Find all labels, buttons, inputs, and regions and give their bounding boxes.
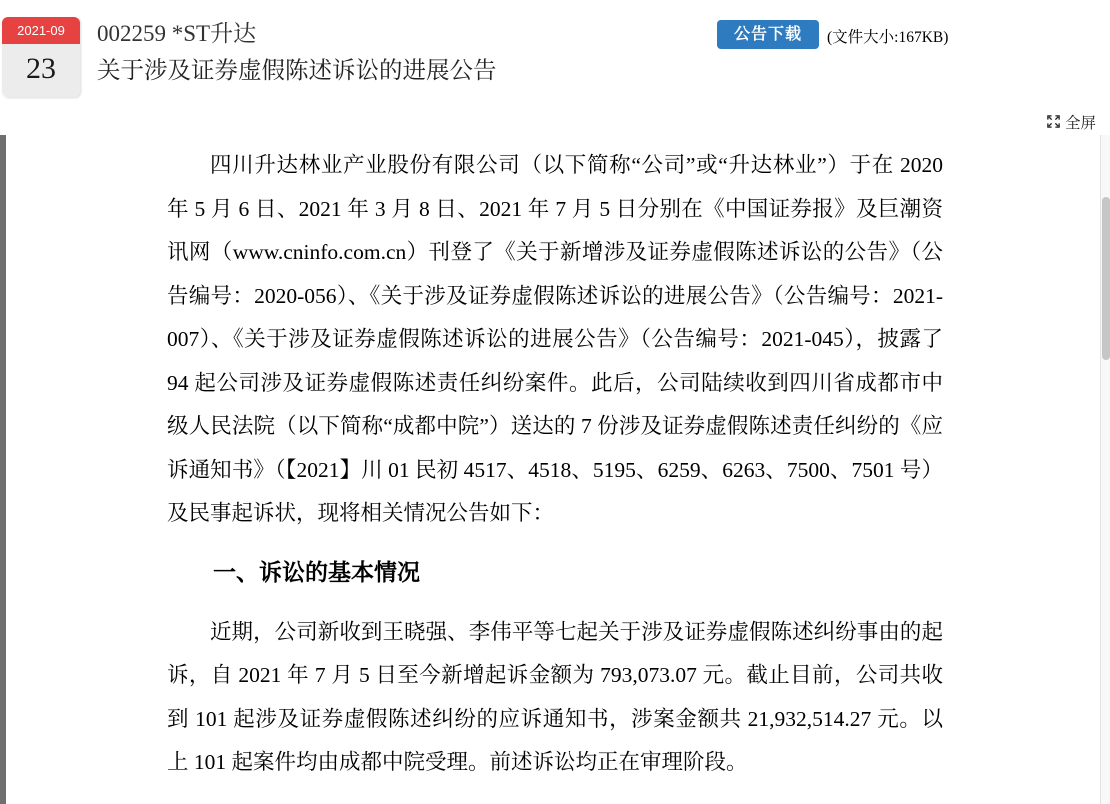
fullscreen-button[interactable]: [1046, 111, 1096, 132]
stock-code-title: 002259 *ST升达: [97, 21, 257, 46]
scrollbar-thumb[interactable]: [1102, 197, 1110, 360]
date-badge: [2, 17, 80, 97]
document-paragraph: 近期，公司新收到王晓强、李伟平等七起关于涉及证券虚假陈述纠纷事由的起诉，自 2021 年 7 月 5 日至今新增起诉金额为 793,073.07 元。截止目前，公司共收到 101 起涉及证券虚假陈述纠纷的应诉通知书，涉案金额共 21,932,514.27 元。以上 101 起案件均由成都中院受理。前述诉讼均正在审理阶段。: [167, 619, 943, 774]
announcement-title: 关于涉及证券虚假陈述诉讼的进展公告: [97, 58, 497, 84]
document-paragraph: 四川升达林业产业股份有限公司（以下简称“公司”或“升达林业”）于在 2020 年 5 月 6 日、2021 年 3 月 8 日、2021 年 7 月 5 日分别在《中国证券报》及巨潮资讯网（www.cninfo.com.cn）刊登了《关于新增涉及证券虚假陈述诉讼的公告》（公告编号：2020-056）、《关于涉及证券虚假陈述诉讼的进展公告》（公告编号：2021-007）、《关于涉及证券虚假陈述诉讼的进展公告》（公告编号：2021-045），披露了 94 起公司涉及证券虚假陈述责任纠纷案件。此后，公司陆续收到四川省成都市中级人民法院（以下简称“成都中院”）送达的 7 份涉及证券虚假陈述责任纠纷的《应诉通知书》（【2021】川 01 民初 4517、4518、5195、6259、6263、7500、7501 号）及民事起诉状，现将相关情况公告如下：: [167, 153, 943, 525]
section-heading: 一、诉讼的基本情况: [213, 559, 420, 585]
viewer-left-edge: [0, 135, 6, 804]
vertical-scrollbar[interactable]: [1100, 135, 1110, 804]
title-block: [97, 21, 497, 86]
date-badge-day: 23: [2, 44, 80, 97]
file-size-label: (文件大小:167KB): [827, 29, 949, 46]
fullscreen-label: 全屏: [1064, 114, 1096, 132]
document-page: [167, 135, 943, 785]
download-announcement-button[interactable]: 公告下载: [717, 20, 819, 49]
date-badge-month: 2021-09: [2, 17, 80, 44]
pdf-viewer: [0, 135, 1110, 804]
fullscreen-expand-icon: [1046, 114, 1061, 129]
announcement-header: [0, 0, 1110, 135]
